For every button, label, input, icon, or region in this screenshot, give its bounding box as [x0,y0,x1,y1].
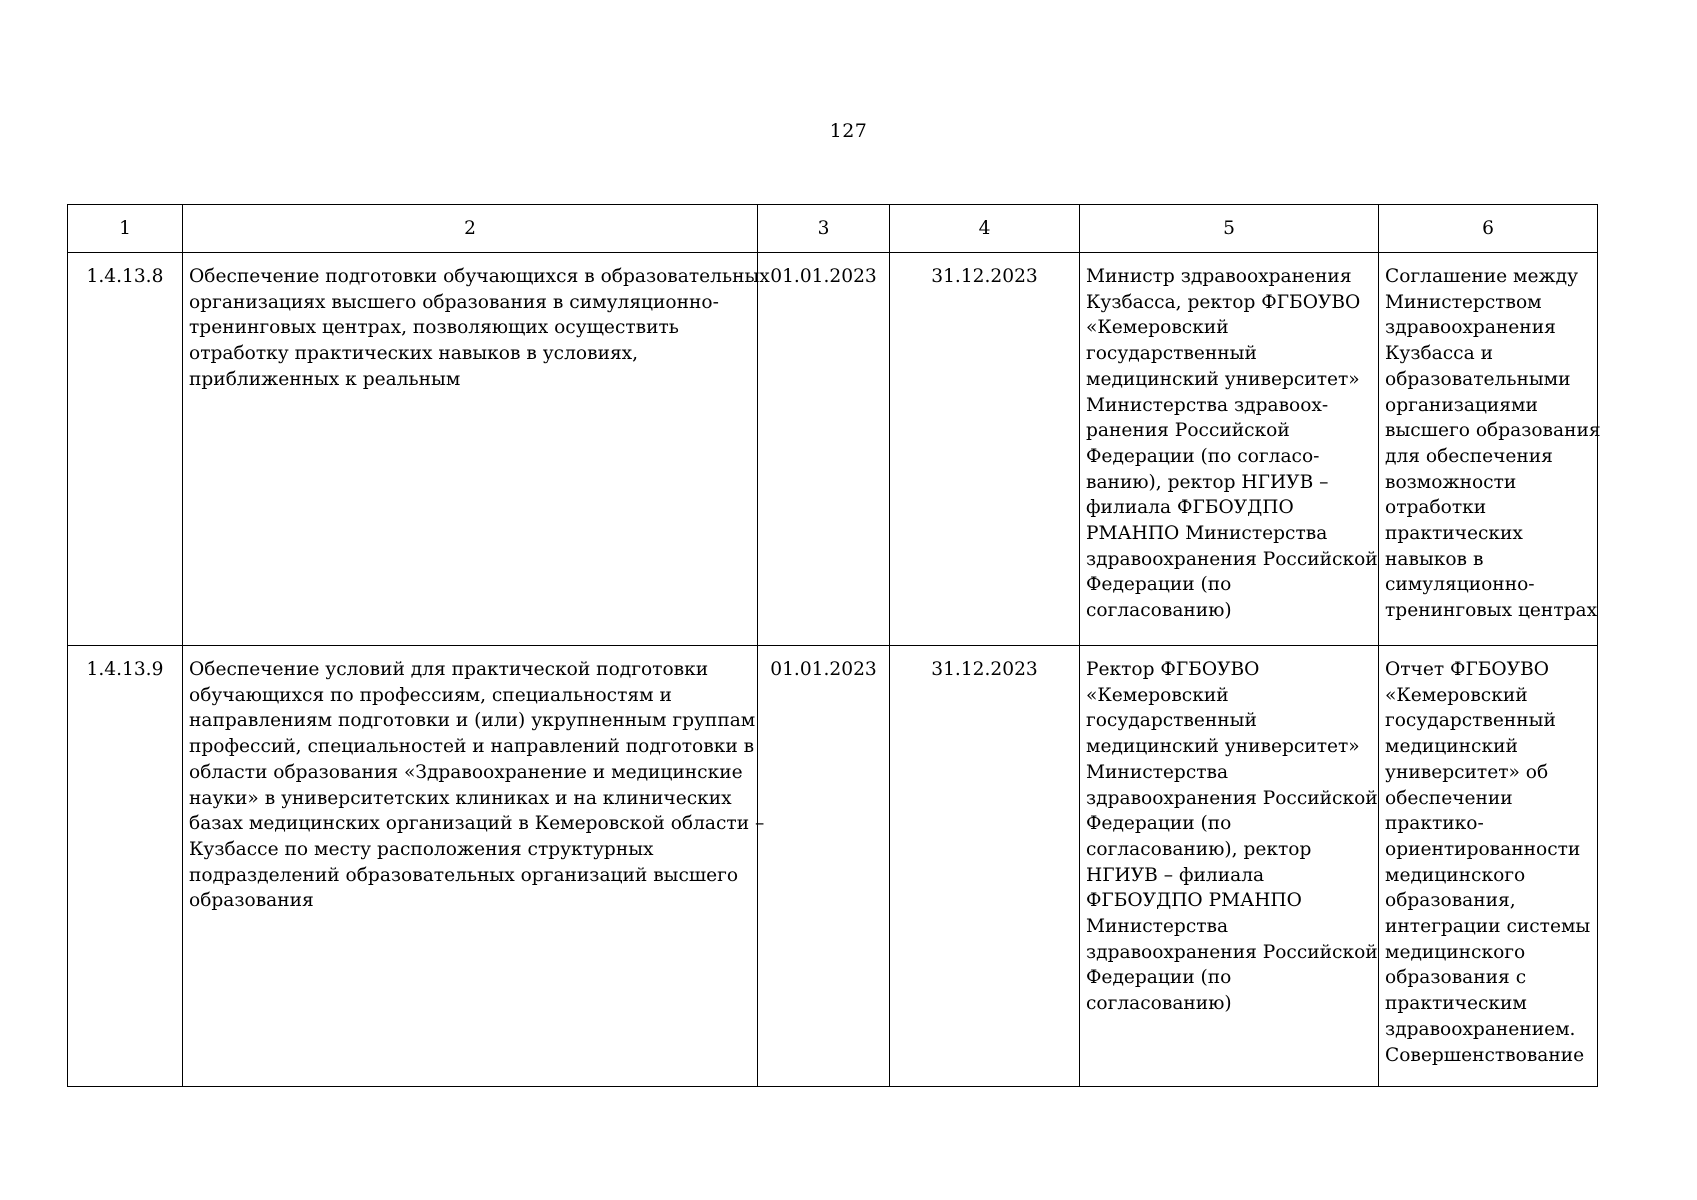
result-line: практическим [1385,993,1527,1015]
result-line: здравоохранением. [1385,1018,1576,1040]
responsible-line: НГИУВ – филиала [1086,864,1265,886]
description-line: базах медицинских организаций в Кемеровской области – [189,813,765,835]
table-row [68,253,1598,646]
column-header: 5 [1080,205,1379,253]
responsible-line: Министерства [1086,916,1229,938]
result-line: здравоохранения [1385,317,1556,339]
description-line: организациях высшего образования в симуляционно- [189,291,719,313]
result-line: симуляционно- [1385,574,1535,596]
result-line: образования с [1385,967,1527,989]
result-line: обеспечении [1385,787,1513,809]
result-line: Совершенствование [1385,1044,1585,1066]
description-line: Кузбассе по месту расположения структурных [189,838,654,860]
description-line: обучающихся по профессиям, специальностям и [189,684,672,706]
responsible-line: филиала ФГБОУДПО [1086,497,1294,519]
description-line: образования [189,890,314,912]
description-line: тренинговых центрах, позволяющих осуществить [189,317,679,339]
expected-result [1379,253,1601,646]
description-line: направлениям подготовки и (или) укрупненным группам [189,710,756,732]
responsible-executor [1080,646,1379,1087]
responsible-line: государственный [1086,343,1257,365]
result-line: тренинговых центрах [1385,600,1598,622]
result-line: государственный [1385,710,1556,732]
responsible-line: ФГБОУДПО РМАНПО [1086,890,1302,912]
result-line: медицинский [1385,736,1518,758]
responsible-line: государственный [1086,710,1257,732]
responsible-line: согласованию), ректор [1086,838,1312,860]
result-line: Соглашение между [1385,266,1579,287]
result-line: практических [1385,523,1523,545]
responsible-line: Министерства [1086,761,1229,783]
item-description [183,646,765,1087]
responsible-line: РМАНПО Министерства [1086,523,1328,545]
result-line: организациями [1385,394,1538,416]
expected-result [1379,646,1598,1087]
description-line: профессий, специальностей и направлений подготовки в [189,736,755,758]
column-header: 1 [68,205,183,253]
result-line: «Кемеровский [1385,684,1528,706]
result-line: образовательными [1385,368,1571,390]
table-row [68,646,1598,1087]
plan-table [67,204,1601,1087]
responsible-line: «Кемеровский [1086,684,1229,706]
responsible-line: Министерства здравоох- [1086,394,1329,416]
description-line: подразделений образовательных организаций высшего [189,864,739,886]
item-description [183,253,770,646]
result-line: практико- [1385,813,1484,835]
responsible-line: Кузбасса, ректор ФГБОУВО [1086,291,1361,313]
description-line: Обеспечение условий для практической подготовки [189,659,709,680]
column-header: 6 [1379,205,1598,253]
result-line: медицинского [1385,864,1526,886]
result-line: университет» об [1385,761,1549,783]
responsible-line: Министр здравоохранения [1086,266,1352,287]
responsible-line: согласованию) [1086,600,1232,622]
responsible-line: медицинский университет» [1086,736,1360,758]
responsible-line: здравоохранения Российской [1086,787,1378,809]
result-line: интеграции системы [1385,916,1591,938]
responsible-line: Федерации (по согласо- [1086,445,1320,467]
responsible-line: ранения Российской [1086,420,1290,442]
responsible-line: Федерации (по [1086,967,1232,989]
description-line: области образования «Здравоохранение и медицинские [189,761,743,783]
result-line: образования, [1385,890,1516,912]
item-number: 1.4.13.8 [68,253,183,646]
responsible-line: «Кемеровский [1086,317,1229,339]
result-line: Отчет ФГБОУВО [1385,659,1550,680]
end-date: 31.12.2023 [890,253,1080,646]
description-line: отработку практических навыков в условиях, [189,343,639,365]
result-line: медицинского [1385,941,1526,963]
responsible-line: здравоохранения Российской [1086,548,1378,570]
responsible-line: ванию), ректор НГИУВ – [1086,471,1329,493]
result-line: Кузбасса и [1385,343,1493,365]
description-line: науки» в университетских клиниках и на клинических [189,787,732,809]
end-date: 31.12.2023 [890,646,1080,1087]
result-line: ориентированности [1385,838,1581,860]
result-line: высшего образования [1385,420,1601,442]
result-line: Министерством [1385,291,1542,313]
result-line: отработки [1385,497,1487,519]
responsible-line: Федерации (по [1086,574,1232,596]
responsible-line: согласованию) [1086,993,1232,1015]
description-line: Обеспечение подготовки обучающихся в образовательных [189,266,770,287]
result-line: навыков в [1385,548,1484,570]
result-line: для обеспечения [1385,445,1553,467]
column-header: 3 [758,205,890,253]
start-date: 01.01.2023 [758,253,890,646]
page-number: 127 [829,120,868,142]
responsible-executor [1080,253,1379,646]
responsible-line: Ректор ФГБОУВО [1086,659,1260,680]
column-header: 2 [183,205,758,253]
column-header: 4 [890,205,1080,253]
description-line: приближенных к реальным [189,368,461,390]
start-date: 01.01.2023 [758,646,890,1087]
table-header-row [68,205,1598,253]
responsible-line: здравоохранения Российской [1086,941,1378,963]
item-number: 1.4.13.9 [68,646,183,1087]
result-line: возможности [1385,471,1517,493]
responsible-line: Федерации (по [1086,813,1232,835]
responsible-line: медицинский университет» [1086,368,1360,390]
